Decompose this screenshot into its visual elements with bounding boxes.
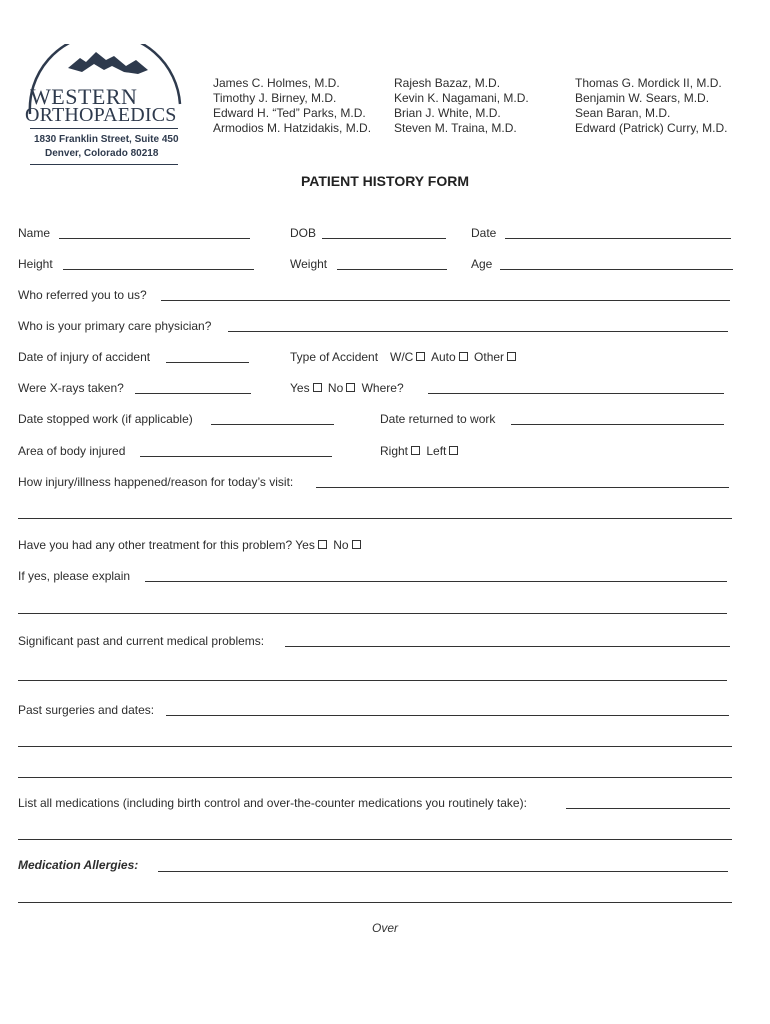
left-label: Left <box>426 444 447 458</box>
allergies-label: Medication Allergies: <box>18 858 139 872</box>
other-label: Other <box>474 350 505 364</box>
dob-field[interactable] <box>322 238 446 239</box>
treatment-no-checkbox[interactable] <box>352 540 361 549</box>
xrays-yes-label: Yes <box>290 381 310 395</box>
logo-rule-top <box>30 128 178 129</box>
doctor-name: Rajesh Bazaz, M.D. <box>394 76 501 90</box>
past-surgeries-label: Past surgeries and dates: <box>18 703 155 717</box>
auto-label: Auto <box>431 350 456 364</box>
how-injury-label: How injury/illness happened/reason for today’s visit: <box>18 475 294 489</box>
area-injured-field[interactable] <box>140 456 332 457</box>
doctor-name: Timothy J. Birney, M.D. <box>213 91 337 105</box>
medical-problems-label: Significant past and current medical problems: <box>18 634 265 648</box>
date-label: Date <box>471 226 497 240</box>
medical-problems-field-2[interactable] <box>18 680 727 681</box>
xrays-label: Were X-rays taken? <box>18 381 124 395</box>
doctor-name: Armodios M. Hatzidakis, M.D. <box>213 121 372 135</box>
doctor-name: Edward (Patrick) Curry, M.D. <box>575 121 728 135</box>
xrays-yes-checkbox[interactable] <box>313 383 322 392</box>
doctor-name: Edward H. “Ted” Parks, M.D. <box>213 106 366 120</box>
doctor-name: Steven M. Traina, M.D. <box>394 121 517 135</box>
pcp-label: Who is your primary care physician? <box>18 319 212 333</box>
pcp-field[interactable] <box>228 331 728 332</box>
xrays-no-checkbox[interactable] <box>346 383 355 392</box>
where-label: Where? <box>361 381 404 395</box>
injury-date-field[interactable] <box>166 362 249 363</box>
wc-checkbox[interactable] <box>416 352 425 361</box>
medications-label: List all medications (including birth control and over-the-counter medications you routinely take): <box>18 796 527 810</box>
where-field[interactable] <box>428 393 724 394</box>
dob-label: DOB <box>290 226 317 240</box>
xrays-options <box>290 381 404 395</box>
past-surgeries-field-3[interactable] <box>18 777 732 778</box>
logo-address-line1: 1830 Franklin Street, Suite 450 <box>34 134 179 145</box>
age-label: Age <box>471 257 493 271</box>
doctor-name: Benjamin W. Sears, M.D. <box>575 91 710 105</box>
doctor-name: Thomas G. Mordick II, M.D. <box>575 76 722 90</box>
how-injury-field[interactable] <box>316 487 729 488</box>
medications-field[interactable] <box>566 808 730 809</box>
doctors-column-2 <box>394 76 529 136</box>
logo-rule-bottom <box>30 164 178 165</box>
allergies-field[interactable] <box>158 871 728 872</box>
accident-wc-option[interactable] <box>390 350 519 364</box>
other-treatment-label <box>18 538 364 552</box>
referred-label: Who referred you to us? <box>18 288 147 302</box>
name-field[interactable] <box>59 238 250 239</box>
wc-label: W/C <box>390 350 414 364</box>
area-injured-label: Area of body injured <box>18 444 126 458</box>
other-checkbox[interactable] <box>507 352 516 361</box>
injury-date-label: Date of injury of accident <box>18 350 151 364</box>
if-yes-field[interactable] <box>145 581 727 582</box>
right-label: Right <box>380 444 409 458</box>
doctor-name: Kevin K. Nagamani, M.D. <box>394 91 529 105</box>
xrays-no-label: No <box>327 381 344 395</box>
doctor-name: Sean Baran, M.D. <box>575 106 671 120</box>
logo-name-line1: WESTERN <box>30 84 138 109</box>
logo-address-line2: Denver, Colorado 80218 <box>45 148 159 159</box>
left-checkbox[interactable] <box>449 446 458 455</box>
referred-field[interactable] <box>161 300 730 301</box>
allergies-field-2[interactable] <box>18 902 732 903</box>
doctors-column-3 <box>575 76 727 136</box>
over-note: Over <box>371 921 398 935</box>
past-surgeries-field-2[interactable] <box>18 746 732 747</box>
other-treatment-question: Have you had any other treatment for this problem? <box>18 538 293 552</box>
medications-field-2[interactable] <box>18 839 732 840</box>
logo-name-line2: ORTHOPAEDICS <box>25 104 177 126</box>
how-injury-field-2[interactable] <box>18 518 732 519</box>
weight-field[interactable] <box>337 269 447 270</box>
accident-type-label: Type of Accident <box>290 350 379 364</box>
returned-work-label: Date returned to work <box>380 412 496 426</box>
returned-work-field[interactable] <box>511 424 724 425</box>
date-field[interactable] <box>505 238 731 239</box>
doctors-column-1 <box>213 76 371 136</box>
past-surgeries-field[interactable] <box>166 715 729 716</box>
form-title: PATIENT HISTORY FORM <box>300 173 469 189</box>
xrays-field[interactable] <box>135 393 251 394</box>
if-yes-label: If yes, please explain <box>18 569 131 583</box>
stopped-work-label: Date stopped work (if applicable) <box>18 412 193 426</box>
treatment-yes-label: Yes <box>295 538 315 552</box>
doctor-name: James C. Holmes, M.D. <box>213 76 340 90</box>
treatment-no-label: No <box>333 538 349 552</box>
age-field[interactable] <box>500 269 733 270</box>
side-options <box>380 444 461 458</box>
height-field[interactable] <box>63 269 254 270</box>
if-yes-field-2[interactable] <box>18 613 727 614</box>
auto-checkbox[interactable] <box>459 352 468 361</box>
stopped-work-field[interactable] <box>211 424 334 425</box>
weight-label: Weight <box>290 257 328 271</box>
doctor-name: Brian J. White, M.D. <box>394 106 501 120</box>
height-label: Height <box>18 257 53 271</box>
treatment-yes-checkbox[interactable] <box>318 540 327 549</box>
right-checkbox[interactable] <box>411 446 420 455</box>
name-label: Name <box>18 226 51 240</box>
medical-problems-field[interactable] <box>285 646 730 647</box>
